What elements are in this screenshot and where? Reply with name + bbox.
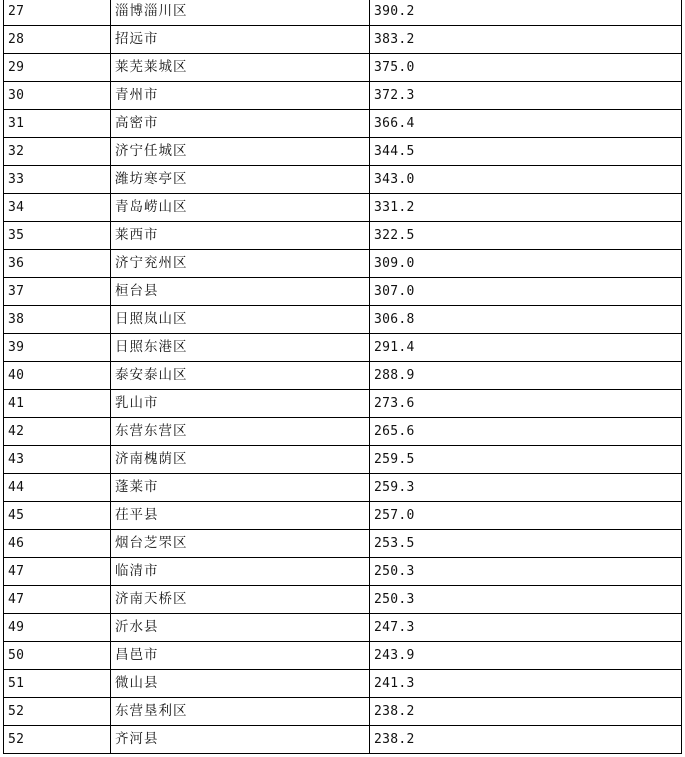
value-cell: 273.6 [370, 390, 682, 418]
value-cell: 291.4 [370, 334, 682, 362]
value-cell: 343.0 [370, 166, 682, 194]
table-row [4, 670, 682, 698]
table-row [4, 334, 682, 362]
table-row [4, 110, 682, 138]
value-cell: 344.5 [370, 138, 682, 166]
table-row [4, 166, 682, 194]
region-name-cell: 潍坊寒亭区 [111, 166, 370, 194]
rank-cell: 28 [4, 26, 111, 54]
value-cell: 250.3 [370, 586, 682, 614]
value-cell: 238.2 [370, 698, 682, 726]
value-cell: 390.2 [370, 0, 682, 26]
value-cell: 250.3 [370, 558, 682, 586]
table-row [4, 362, 682, 390]
value-cell: 265.6 [370, 418, 682, 446]
rank-cell: 34 [4, 194, 111, 222]
table-row [4, 26, 682, 54]
value-cell: 307.0 [370, 278, 682, 306]
value-cell: 309.0 [370, 250, 682, 278]
value-cell: 259.3 [370, 474, 682, 502]
rank-cell: 42 [4, 418, 111, 446]
value-cell: 372.3 [370, 82, 682, 110]
rank-cell: 47 [4, 558, 111, 586]
table-row [4, 278, 682, 306]
rank-cell: 45 [4, 502, 111, 530]
rank-cell: 36 [4, 250, 111, 278]
table-row [4, 642, 682, 670]
ranking-table [3, 0, 682, 754]
region-name-cell: 淄博淄川区 [111, 0, 370, 26]
value-cell: 375.0 [370, 54, 682, 82]
ranking-table-body [4, 0, 682, 754]
rank-cell: 51 [4, 670, 111, 698]
rank-cell: 44 [4, 474, 111, 502]
table-row [4, 614, 682, 642]
rank-cell: 27 [4, 0, 111, 26]
value-cell: 383.2 [370, 26, 682, 54]
value-cell: 238.2 [370, 726, 682, 754]
region-name-cell: 临清市 [111, 558, 370, 586]
value-cell: 247.3 [370, 614, 682, 642]
table-row [4, 390, 682, 418]
rank-cell: 29 [4, 54, 111, 82]
region-name-cell: 莱芜莱城区 [111, 54, 370, 82]
rank-cell: 50 [4, 642, 111, 670]
value-cell: 259.5 [370, 446, 682, 474]
region-name-cell: 蓬莱市 [111, 474, 370, 502]
rank-cell: 52 [4, 726, 111, 754]
rank-cell: 31 [4, 110, 111, 138]
rank-cell: 52 [4, 698, 111, 726]
table-row [4, 502, 682, 530]
value-cell: 306.8 [370, 306, 682, 334]
region-name-cell: 青州市 [111, 82, 370, 110]
region-name-cell: 沂水县 [111, 614, 370, 642]
rank-cell: 38 [4, 306, 111, 334]
region-name-cell: 高密市 [111, 110, 370, 138]
table-row [4, 474, 682, 502]
value-cell: 331.2 [370, 194, 682, 222]
table-row [4, 194, 682, 222]
rank-cell: 35 [4, 222, 111, 250]
rank-cell: 32 [4, 138, 111, 166]
region-name-cell: 青岛崂山区 [111, 194, 370, 222]
rank-cell: 33 [4, 166, 111, 194]
region-name-cell: 齐河县 [111, 726, 370, 754]
table-row [4, 306, 682, 334]
rank-cell: 43 [4, 446, 111, 474]
table-row [4, 586, 682, 614]
region-name-cell: 乳山市 [111, 390, 370, 418]
table-row [4, 446, 682, 474]
region-name-cell: 招远市 [111, 26, 370, 54]
region-name-cell: 泰安泰山区 [111, 362, 370, 390]
rank-cell: 41 [4, 390, 111, 418]
table-row [4, 222, 682, 250]
table-row [4, 82, 682, 110]
rank-cell: 30 [4, 82, 111, 110]
rank-cell: 49 [4, 614, 111, 642]
table-row [4, 418, 682, 446]
rank-cell: 39 [4, 334, 111, 362]
value-cell: 257.0 [370, 502, 682, 530]
region-name-cell: 东营东营区 [111, 418, 370, 446]
region-name-cell: 济南天桥区 [111, 586, 370, 614]
table-row [4, 0, 682, 26]
rank-cell: 37 [4, 278, 111, 306]
region-name-cell: 昌邑市 [111, 642, 370, 670]
region-name-cell: 茌平县 [111, 502, 370, 530]
table-row [4, 250, 682, 278]
region-name-cell: 日照东港区 [111, 334, 370, 362]
region-name-cell: 桓台县 [111, 278, 370, 306]
region-name-cell: 济宁任城区 [111, 138, 370, 166]
rank-cell: 40 [4, 362, 111, 390]
value-cell: 243.9 [370, 642, 682, 670]
value-cell: 288.9 [370, 362, 682, 390]
table-row [4, 726, 682, 754]
region-name-cell: 济宁兖州区 [111, 250, 370, 278]
table-row [4, 530, 682, 558]
table-row [4, 138, 682, 166]
rank-cell: 47 [4, 586, 111, 614]
value-cell: 253.5 [370, 530, 682, 558]
table-row [4, 698, 682, 726]
region-name-cell: 微山县 [111, 670, 370, 698]
region-name-cell: 济南槐荫区 [111, 446, 370, 474]
value-cell: 241.3 [370, 670, 682, 698]
table-row [4, 54, 682, 82]
region-name-cell: 莱西市 [111, 222, 370, 250]
table-row [4, 558, 682, 586]
value-cell: 366.4 [370, 110, 682, 138]
region-name-cell: 日照岚山区 [111, 306, 370, 334]
value-cell: 322.5 [370, 222, 682, 250]
region-name-cell: 东营垦利区 [111, 698, 370, 726]
rank-cell: 46 [4, 530, 111, 558]
region-name-cell: 烟台芝罘区 [111, 530, 370, 558]
